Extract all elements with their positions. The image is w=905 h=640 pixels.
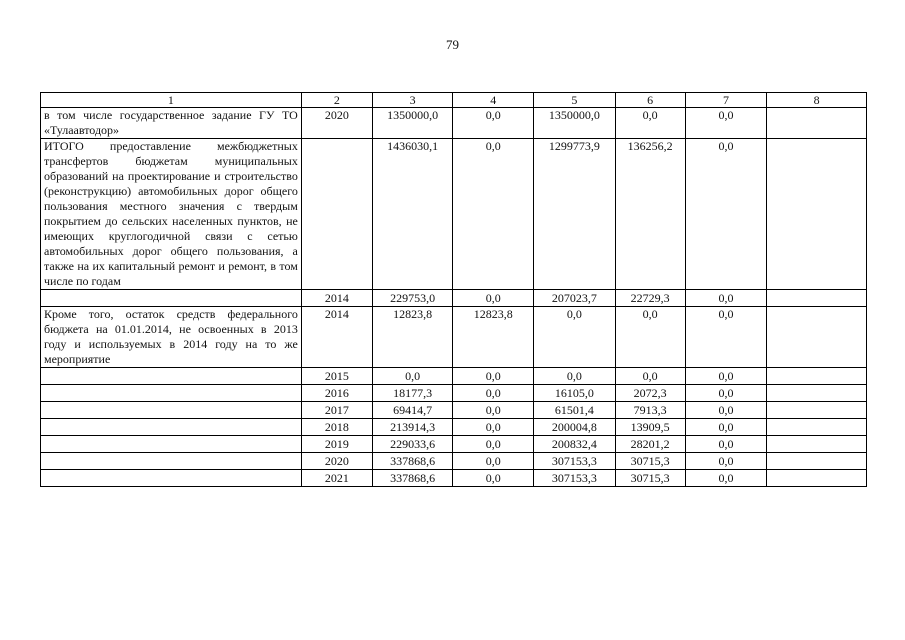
cell-col7: 0,0 — [685, 453, 767, 470]
cell-col3: 0,0 — [372, 368, 453, 385]
cell-col8 — [767, 290, 867, 307]
cell-col6: 0,0 — [615, 368, 685, 385]
table-row — [41, 368, 867, 385]
cell-col7: 0,0 — [685, 470, 767, 487]
cell-col7: 0,0 — [685, 139, 767, 290]
cell-col5: 307153,3 — [534, 453, 616, 470]
cell-col7: 0,0 — [685, 368, 767, 385]
cell-col6: 0,0 — [615, 108, 685, 139]
table-row — [41, 453, 867, 470]
cell-col6: 30715,3 — [615, 470, 685, 487]
row-description: ИТОГО предоставление межбюджетных трансфертов бюджетам муниципальных образований на проектирование и строительство (реконструкцию) автомобильных дорог общего пользования местного значения с твердым покрытием до сельских населенных пунктов, не имеющих круглогодичной связи с сетью автомобильных дорог общего пользования, а также на их капитальный ремонт и ремонт, в том числе по годам — [41, 139, 302, 290]
cell-col3: 12823,8 — [372, 307, 453, 368]
row-description: Кроме того, остаток средств федерального бюджета на 01.01.2014, не освоенных в 2013 году и используемых в 2014 году на то же мероприятие — [41, 307, 302, 368]
row-description: в том числе государственное задание ГУ ТО «Тулаавтодор» — [41, 108, 302, 139]
cell-col6: 28201,2 — [615, 436, 685, 453]
cell-col4: 12823,8 — [453, 307, 534, 368]
row-description — [41, 453, 302, 470]
cell-col6: 22729,3 — [615, 290, 685, 307]
row-description — [41, 436, 302, 453]
table-row — [41, 436, 867, 453]
cell-col6: 7913,3 — [615, 402, 685, 419]
table-row — [41, 139, 867, 290]
table-row — [41, 402, 867, 419]
cell-col3: 18177,3 — [372, 385, 453, 402]
cell-col8 — [767, 368, 867, 385]
cell-col3: 229033,6 — [372, 436, 453, 453]
row-year: 2019 — [301, 436, 372, 453]
cell-col8 — [767, 108, 867, 139]
row-year: 2015 — [301, 368, 372, 385]
cell-col5: 207023,7 — [534, 290, 616, 307]
cell-col3: 1350000,0 — [372, 108, 453, 139]
column-header: 3 — [372, 93, 453, 108]
table-row — [41, 307, 867, 368]
column-header: 4 — [453, 93, 534, 108]
cell-col8 — [767, 453, 867, 470]
row-year: 2017 — [301, 402, 372, 419]
page-number: 79 — [446, 37, 459, 52]
row-year: 2018 — [301, 419, 372, 436]
cell-col6: 30715,3 — [615, 453, 685, 470]
cell-col5: 0,0 — [534, 368, 616, 385]
table-row — [41, 108, 867, 139]
row-year: 2016 — [301, 385, 372, 402]
cell-col4: 0,0 — [453, 436, 534, 453]
cell-col6: 136256,2 — [615, 139, 685, 290]
cell-col8 — [767, 402, 867, 419]
cell-col3: 69414,7 — [372, 402, 453, 419]
cell-col6: 13909,5 — [615, 419, 685, 436]
table-row — [41, 385, 867, 402]
row-description — [41, 385, 302, 402]
row-description — [41, 290, 302, 307]
table-row — [41, 470, 867, 487]
column-header: 2 — [301, 93, 372, 108]
cell-col8 — [767, 419, 867, 436]
row-description — [41, 419, 302, 436]
cell-col3: 1436030,1 — [372, 139, 453, 290]
cell-col7: 0,0 — [685, 108, 767, 139]
cell-col8 — [767, 470, 867, 487]
row-year: 2021 — [301, 470, 372, 487]
row-year — [301, 139, 372, 290]
cell-col8 — [767, 139, 867, 290]
budget-table — [40, 92, 867, 487]
cell-col3: 229753,0 — [372, 290, 453, 307]
cell-col5: 1299773,9 — [534, 139, 616, 290]
cell-col5: 16105,0 — [534, 385, 616, 402]
cell-col4: 0,0 — [453, 453, 534, 470]
cell-col4: 0,0 — [453, 385, 534, 402]
cell-col7: 0,0 — [685, 307, 767, 368]
cell-col7: 0,0 — [685, 385, 767, 402]
cell-col7: 0,0 — [685, 436, 767, 453]
cell-col8 — [767, 307, 867, 368]
cell-col5: 0,0 — [534, 307, 616, 368]
cell-col3: 337868,6 — [372, 453, 453, 470]
cell-col4: 0,0 — [453, 139, 534, 290]
cell-col5: 61501,4 — [534, 402, 616, 419]
header-row — [41, 93, 867, 108]
column-header: 5 — [534, 93, 616, 108]
column-header: 8 — [767, 93, 867, 108]
cell-col4: 0,0 — [453, 290, 534, 307]
row-year: 2020 — [301, 453, 372, 470]
row-description — [41, 470, 302, 487]
cell-col3: 337868,6 — [372, 470, 453, 487]
cell-col7: 0,0 — [685, 402, 767, 419]
column-header: 1 — [41, 93, 302, 108]
cell-col5: 200832,4 — [534, 436, 616, 453]
cell-col8 — [767, 436, 867, 453]
cell-col4: 0,0 — [453, 402, 534, 419]
cell-col6: 2072,3 — [615, 385, 685, 402]
cell-col7: 0,0 — [685, 419, 767, 436]
cell-col4: 0,0 — [453, 368, 534, 385]
cell-col5: 307153,3 — [534, 470, 616, 487]
cell-col6: 0,0 — [615, 307, 685, 368]
cell-col8 — [767, 385, 867, 402]
cell-col5: 1350000,0 — [534, 108, 616, 139]
cell-col4: 0,0 — [453, 470, 534, 487]
row-description — [41, 368, 302, 385]
table-row — [41, 290, 867, 307]
cell-col3: 213914,3 — [372, 419, 453, 436]
row-year: 2014 — [301, 290, 372, 307]
cell-col4: 0,0 — [453, 108, 534, 139]
row-year: 2014 — [301, 307, 372, 368]
cell-col4: 0,0 — [453, 419, 534, 436]
table-row — [41, 419, 867, 436]
column-header: 6 — [615, 93, 685, 108]
cell-col7: 0,0 — [685, 290, 767, 307]
row-year: 2020 — [301, 108, 372, 139]
cell-col5: 200004,8 — [534, 419, 616, 436]
row-description — [41, 402, 302, 419]
column-header: 7 — [685, 93, 767, 108]
